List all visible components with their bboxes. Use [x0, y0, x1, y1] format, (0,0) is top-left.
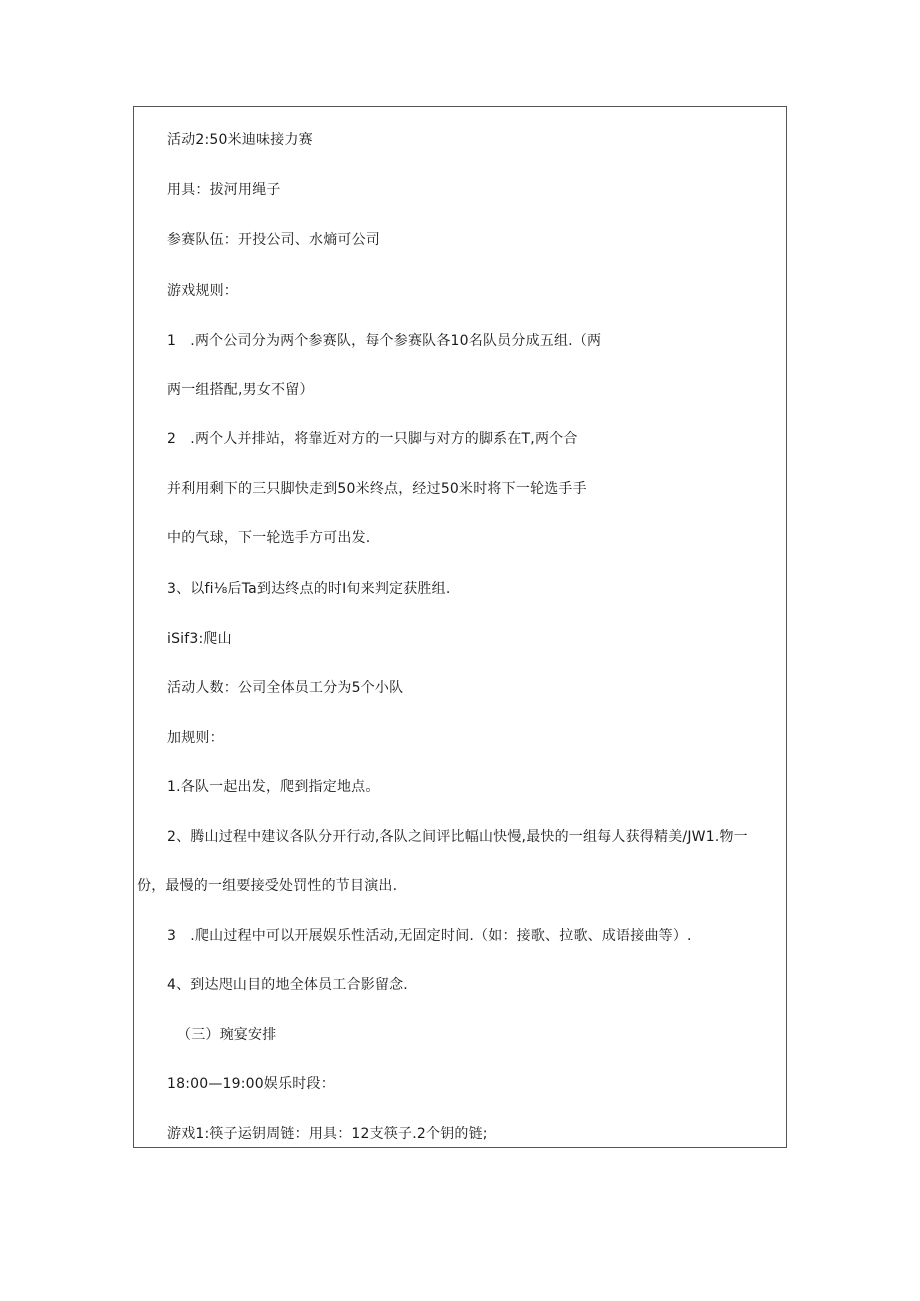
rule-1-line-1: 1 .两个公司分为两个参赛队，每个参赛队各10名队员分成五组.（两	[167, 333, 602, 349]
participants-line: 活动人数：公司全体员工分为5个小队	[167, 680, 404, 696]
climb-rule-2-line-2: 份，最慢的一组要接受处罚性的节目演出.	[137, 878, 398, 894]
activity-3-title: iSif3:爬山	[167, 631, 232, 647]
rule-2-line-3: 中的气球，下一轮选手方可出发.	[167, 530, 371, 546]
game-rules-heading: 游戏规则：	[167, 283, 238, 299]
time-slot-line: 18:00—19:00娱乐时段：	[167, 1076, 335, 1092]
rule-1-line-2: 两一组搭配,男女不留）	[167, 382, 314, 398]
rule-2-line-1: 2 .两个人并排站，将靠近对方的一只脚与对方的脚系在T,两个合	[167, 431, 578, 447]
equipment-line: 用具：拔河用绳子	[167, 182, 281, 198]
climb-rule-4: 4、到达咫山目的地全体员工合影留念.	[167, 977, 408, 993]
climb-rule-3: 3 .爬山过程中可以开展娱乐性活动,无固定时间.（如：接歌、拉歌、成语接曲等）.	[167, 928, 692, 944]
climb-rule-1: 1.各队一起出发，爬到指定地点。	[167, 779, 380, 795]
rule-3-line: 3、以fi⅛后Ta到达终点的时Ⅰ旬来判定获胜组.	[167, 581, 451, 597]
game-1-line: 游戏1:筷子运钥周链：用具：12支筷子.2个钥的链;	[167, 1126, 488, 1142]
teams-line: 参赛队伍：开投公司、水熵可公司	[167, 232, 380, 248]
rule-2-line-2: 并利用剩下的三只脚快走到50米终点，经过50米时将下一轮选手手	[167, 481, 587, 497]
section-3-heading: （三）琬宴安排	[177, 1027, 277, 1043]
climb-rules-heading: 加规则：	[167, 730, 224, 746]
activity-2-title: 活动2:50米迪味接力赛	[167, 132, 313, 148]
climb-rule-2-line-1: 2、腾山过程中建议各队分开行动,各队之间评比幅山快慢,最快的一组每人获得精美/JW1.物一	[167, 829, 748, 845]
